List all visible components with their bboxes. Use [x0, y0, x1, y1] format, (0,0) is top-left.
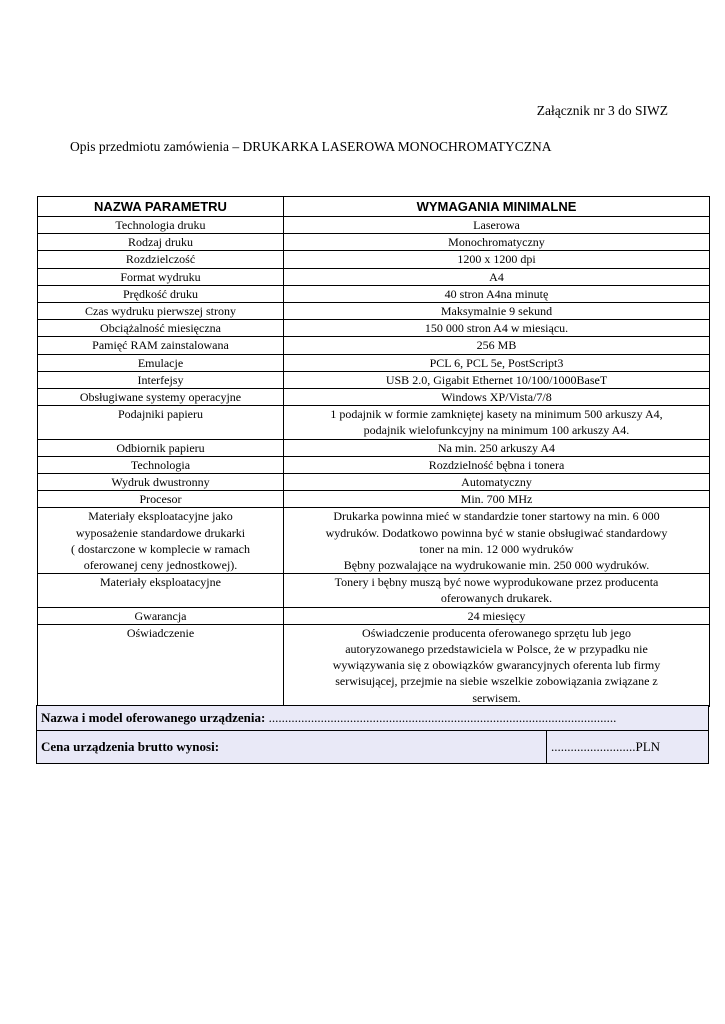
table-row — [38, 508, 710, 574]
requirement-cell — [284, 406, 710, 439]
parameter-cell — [38, 354, 284, 371]
parameter-text: Obciążalność miesięczna — [100, 321, 221, 336]
parameter-cell — [38, 371, 284, 388]
requirement-text: USB 2.0, Gigabit Ethernet 10/100/1000BaseT — [385, 372, 608, 387]
requirement-text: 1200 x 1200 dpi — [457, 252, 536, 267]
requirement-cell — [284, 234, 710, 251]
requirement-cell — [284, 389, 710, 406]
parameter-text: Procesor — [139, 492, 182, 507]
requirement-text: 40 stron A4na minutę — [444, 286, 549, 301]
requirement-text: Na min. 250 arkuszy A4 — [438, 440, 555, 455]
requirement-cell — [284, 371, 710, 388]
requirement-text: Monochromatyczny — [448, 235, 545, 250]
requirement-text: Bębny pozwalające na wydrukowanie min. 250 000 wydruków. — [343, 558, 650, 573]
parameter-cell — [38, 624, 284, 706]
parameter-text: ( dostarczone w komplecie w ramach — [71, 541, 250, 556]
table-row — [38, 217, 710, 234]
requirement-cell — [284, 508, 710, 574]
requirement-text: serwisującej, przejmie na siebie wszelkie zobowiązania związane z — [335, 674, 658, 689]
table-row — [38, 439, 710, 456]
offer-price-value[interactable]: ..........................PLN — [547, 731, 709, 764]
table-row — [38, 607, 710, 624]
requirement-cell — [284, 217, 710, 234]
requirement-text: 1 podajnik w formie zamkniętej kasety na minimum 500 arkuszy A4, — [330, 407, 663, 422]
offer-model-value[interactable]: ........................................................................................................... — [265, 710, 617, 725]
table-row — [38, 285, 710, 302]
parameter-text: Czas wydruku pierwszej strony — [85, 304, 236, 319]
parameter-text: wyposażenie standardowe drukarki — [75, 525, 246, 540]
table-row — [38, 234, 710, 251]
requirement-text: Laserowa — [473, 218, 520, 232]
table-row — [38, 337, 710, 354]
offer-model-cell[interactable] — [37, 706, 709, 731]
table-row — [38, 268, 710, 285]
document-title: Opis przedmiotu zamówienia – DRUKARKA LASEROWA MONOCHROMATYCZNA — [70, 139, 552, 154]
parameter-text: Pamięć RAM zainstalowana — [92, 338, 229, 353]
requirement-cell — [284, 354, 710, 371]
table-row — [38, 456, 710, 473]
parameter-text: oferowanej ceny jednostkowej). — [83, 558, 238, 573]
parameter-cell — [38, 508, 284, 574]
parameter-text: Technologia — [130, 457, 191, 472]
spec-body — [38, 217, 710, 707]
table-row — [38, 303, 710, 320]
table-row — [38, 624, 710, 706]
requirement-text: Tonery i bębny muszą być nowe wyprodukowane przez producenta — [334, 575, 659, 590]
parameter-cell — [38, 491, 284, 508]
requirement-text: oferowanych drukarek. — [440, 591, 553, 606]
offer-table — [36, 705, 709, 764]
parameter-cell — [38, 389, 284, 406]
parameter-text: Format wydruku — [120, 269, 201, 284]
parameter-cell — [38, 217, 284, 234]
requirement-text: Maksymalnie 9 sekund — [440, 304, 553, 319]
requirement-cell — [284, 624, 710, 706]
requirement-text: PCL 6, PCL 5e, PostScript3 — [429, 355, 564, 370]
parameter-cell — [38, 285, 284, 302]
requirement-text: 150 000 stron A4 w miesiącu. — [424, 321, 569, 336]
offer-price-label: Cena urządzenia brutto wynosi: — [37, 731, 547, 764]
table-row — [38, 251, 710, 268]
parameter-text: Odbiornik papieru — [116, 440, 205, 455]
requirement-text: autoryzowanego przedstawiciela w Polsce, że w przypadku nie — [345, 642, 648, 657]
parameter-text: Prędkość druku — [123, 286, 198, 301]
offer-model-label: Nazwa i model oferowanego urządzenia: — [41, 710, 266, 725]
parameter-text: Interfejsy — [137, 372, 184, 387]
parameter-cell — [38, 251, 284, 268]
requirement-text: wywiązywania się z obowiązków gwarancyjnych oferenta lub firmy — [332, 658, 661, 673]
table-row — [38, 371, 710, 388]
requirement-cell — [284, 285, 710, 302]
requirement-cell — [284, 574, 710, 607]
header-requirements: WYMAGANIA MINIMALNE — [284, 197, 710, 217]
parameter-text: Emulacje — [137, 355, 184, 370]
requirement-cell — [284, 337, 710, 354]
parameter-cell — [38, 337, 284, 354]
parameter-cell — [38, 439, 284, 456]
requirement-text: A4 — [489, 269, 504, 284]
requirement-text: Oświadczenie producenta oferowanego sprzętu lub jego — [362, 625, 631, 640]
requirement-cell — [284, 268, 710, 285]
parameter-text: Materiały eksploatacyjne jako — [88, 509, 233, 524]
requirement-text: wydruków. Dodatkowo powinna być w stanie obsługiwać standardowy — [325, 525, 668, 540]
parameter-text: Oświadczenie — [126, 625, 195, 640]
parameter-cell — [38, 607, 284, 624]
table-row — [38, 389, 710, 406]
parameter-text: Rodzaj druku — [128, 235, 193, 250]
table-row — [38, 491, 710, 508]
requirement-cell — [284, 491, 710, 508]
requirement-text: podajnik wielofunkcyjny na minimum 100 arkuszy A4. — [363, 423, 630, 438]
requirement-cell — [284, 320, 710, 337]
table-row — [38, 354, 710, 371]
table-row — [38, 320, 710, 337]
requirement-text: 256 MB — [476, 338, 517, 353]
parameter-cell — [38, 474, 284, 491]
table-row — [38, 406, 710, 439]
parameter-text: Technologia druku — [115, 218, 206, 232]
spec-header-row — [38, 197, 710, 217]
requirement-cell — [284, 251, 710, 268]
requirement-text: toner na min. 12 000 wydruków — [419, 541, 574, 556]
table-row — [38, 574, 710, 607]
attachment-label: Załącznik nr 3 do SIWZ — [536, 103, 668, 118]
requirement-text: Rozdzielność bębna i tonera — [428, 457, 565, 472]
parameter-cell — [38, 268, 284, 285]
requirement-text: Drukarka powinna mieć w standardzie toner startowy na min. 6 000 — [333, 509, 660, 524]
parameter-text: Podajniki papieru — [118, 407, 203, 422]
parameter-cell — [38, 320, 284, 337]
offer-model-row — [37, 706, 709, 731]
parameter-cell — [38, 574, 284, 607]
requirement-cell — [284, 474, 710, 491]
parameter-cell — [38, 234, 284, 251]
requirement-text: 24 miesięcy — [467, 608, 526, 623]
requirement-text: Windows XP/Vista/7/8 — [441, 390, 552, 405]
parameter-text: Gwarancja — [134, 608, 187, 623]
header-parameter: NAZWA PARAMETRU — [38, 197, 284, 217]
parameter-text: Obsługiwane systemy operacyjne — [79, 390, 242, 405]
requirement-cell — [284, 439, 710, 456]
parameter-cell — [38, 456, 284, 473]
parameter-text: Wydruk dwustronny — [111, 475, 210, 490]
requirement-text: serwisem. — [472, 690, 521, 705]
requirement-text: Min. 700 MHz — [460, 492, 533, 507]
parameter-cell — [38, 406, 284, 439]
spec-table — [37, 196, 710, 707]
requirement-cell — [284, 456, 710, 473]
offer-price-row — [37, 731, 709, 764]
requirement-cell — [284, 607, 710, 624]
table-row — [38, 474, 710, 491]
requirement-cell — [284, 303, 710, 320]
requirement-text: Automatyczny — [461, 475, 532, 490]
parameter-text: Materiały eksploatacyjne — [100, 575, 221, 590]
parameter-cell — [38, 303, 284, 320]
parameter-text: Rozdzielczość — [125, 252, 196, 267]
